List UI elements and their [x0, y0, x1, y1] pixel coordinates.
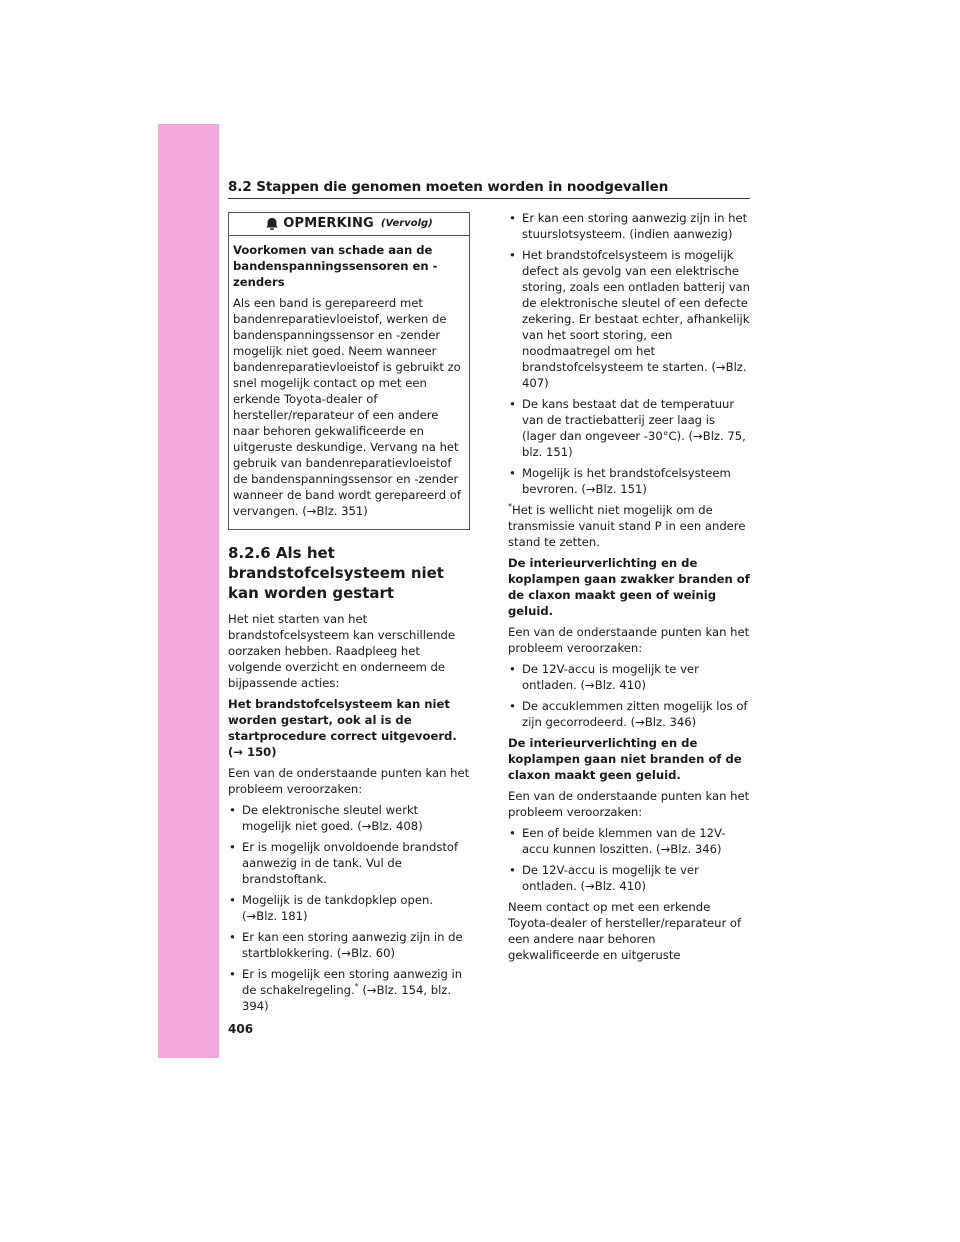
list-item: • Er is mogelijk onvoldoende brandstof aanwezig in de tank. Vul de brandstoftank.	[228, 839, 470, 887]
section-header: 8.2 Stappen die genomen moeten worden in noodgevallen	[228, 179, 669, 195]
sub2-list	[508, 661, 750, 730]
list-item: • Het brandstofcelsysteem is mogelijk defect als gevolg van een elektrische storing, zoals een ontladen batterij van de elektronische sleutel of een defecte zekering. Er bestaat echter, afhankelijk van het soort storing, een noodmaatregel om het brandstofcelsysteem te starten. (→Blz. 407)	[508, 247, 750, 391]
footnote	[508, 502, 750, 550]
left-column	[228, 212, 470, 1019]
list-item: • Een of beide klemmen van de 12V-accu kunnen loszitten. (→Blz. 346)	[508, 825, 750, 857]
note-header	[229, 213, 469, 236]
list-item: • Er kan een storing aanwezig zijn in de startblokkering. (→Blz. 60)	[228, 929, 470, 961]
note-subtitle: (Vervolg)	[380, 218, 433, 229]
sub3-list	[508, 825, 750, 894]
note-text: Als een band is gerepareerd met bandenreparatievloeistof, werken de bandenspanningssensor en -zender mogelijk niet goed. Neem wanneer bandenreparatievloeistof is gebruikt zo snel mogelijk contact op met een erkende Toyota-dealer of hersteller/reparateur of een andere naar behoren gekwalificeerde en uitgeruste deskundige. Vervang na het gebruik van bandenreparatievloeistof de bandenspanningssensor en -zender wanneer de band wordt gerepareerd of vervangen. (→Blz. 351)	[233, 296, 461, 518]
note-heading: Voorkomen van schade aan de bandenspanningssensoren en -zenders	[233, 243, 438, 289]
note-title: OPMERKING	[283, 216, 374, 231]
sub1-list-continued	[508, 210, 750, 497]
side-color-tab	[158, 124, 219, 1058]
sub3-heading: De interieurverlichting en de koplampen gaan niet branden of de claxon maakt geen geluid.	[508, 736, 742, 782]
footnote-marker: *	[508, 502, 512, 512]
list-item	[228, 966, 470, 1014]
section-intro: Het niet starten van het brandstofcelsysteem kan verschillende oorzaken hebben. Raadpleeg het volgende overzicht en onderneem de bijpassende acties:	[228, 612, 455, 690]
list-item: • Mogelijk is het brandstofcelsysteem bevroren. (→Blz. 151)	[508, 465, 750, 497]
list-item: • Mogelijk is de tankdopklep open. (→Blz. 181)	[228, 892, 470, 924]
right-column	[508, 210, 750, 968]
footnote-marker: *	[354, 982, 359, 992]
sub1-lead: Een van de onderstaande punten kan het probleem veroorzaken:	[228, 766, 470, 796]
warning-icon	[265, 217, 279, 231]
page-number: 406	[228, 1022, 254, 1036]
list-item: • De elektronische sleutel werkt mogelijk niet goed. (→Blz. 408)	[228, 802, 470, 834]
footnote-text: Het is wellicht niet mogelijk om de transmissie vanuit stand P in een andere stand te zetten.	[508, 503, 746, 549]
list-item: • De accuklemmen zitten mogelijk los of zijn gecorrodeerd. (→Blz. 346)	[508, 698, 750, 730]
list-item: • Er kan een storing aanwezig zijn in het stuurslotsysteem. (indien aanwezig)	[508, 210, 750, 242]
sub3-lead: Een van de onderstaande punten kan het probleem veroorzaken:	[508, 789, 750, 819]
list-item: • De 12V-accu is mogelijk te ver ontladen. (→Blz. 410)	[508, 661, 750, 693]
sub2-lead: Een van de onderstaande punten kan het probleem veroorzaken:	[508, 625, 750, 655]
header-rule	[228, 198, 750, 199]
section-title: 8.2.6 Als het brandstofcelsysteem niet kan worden gestart	[228, 544, 444, 602]
note-body	[229, 236, 469, 529]
item-text: Er is mogelijk een storing aanwezig in de schakelregeling.	[242, 967, 463, 997]
note-box	[228, 212, 470, 530]
list-item: • De kans bestaat dat de temperatuur van de tractiebatterij zeer laag is (lager dan ongeveer -30°C). (→Blz. 75, blz. 151)	[508, 396, 750, 460]
sub1-heading: Het brandstofcelsysteem kan niet worden gestart, ook al is de startprocedure correct uitgevoerd. (→ 150)	[228, 697, 457, 759]
item-ref: (→Blz. 154, blz. 394)	[242, 983, 452, 1013]
sub1-list	[228, 802, 470, 1014]
closing-text: Neem contact op met een erkende Toyota-dealer of hersteller/reparateur of een andere naar behoren gekwalificeerde en uitgeruste	[508, 900, 742, 962]
sub2-heading: De interieurverlichting en de koplampen gaan zwakker branden of de claxon maakt geen of weinig geluid.	[508, 556, 750, 618]
list-item: • De 12V-accu is mogelijk te ver ontladen. (→Blz. 410)	[508, 862, 750, 894]
